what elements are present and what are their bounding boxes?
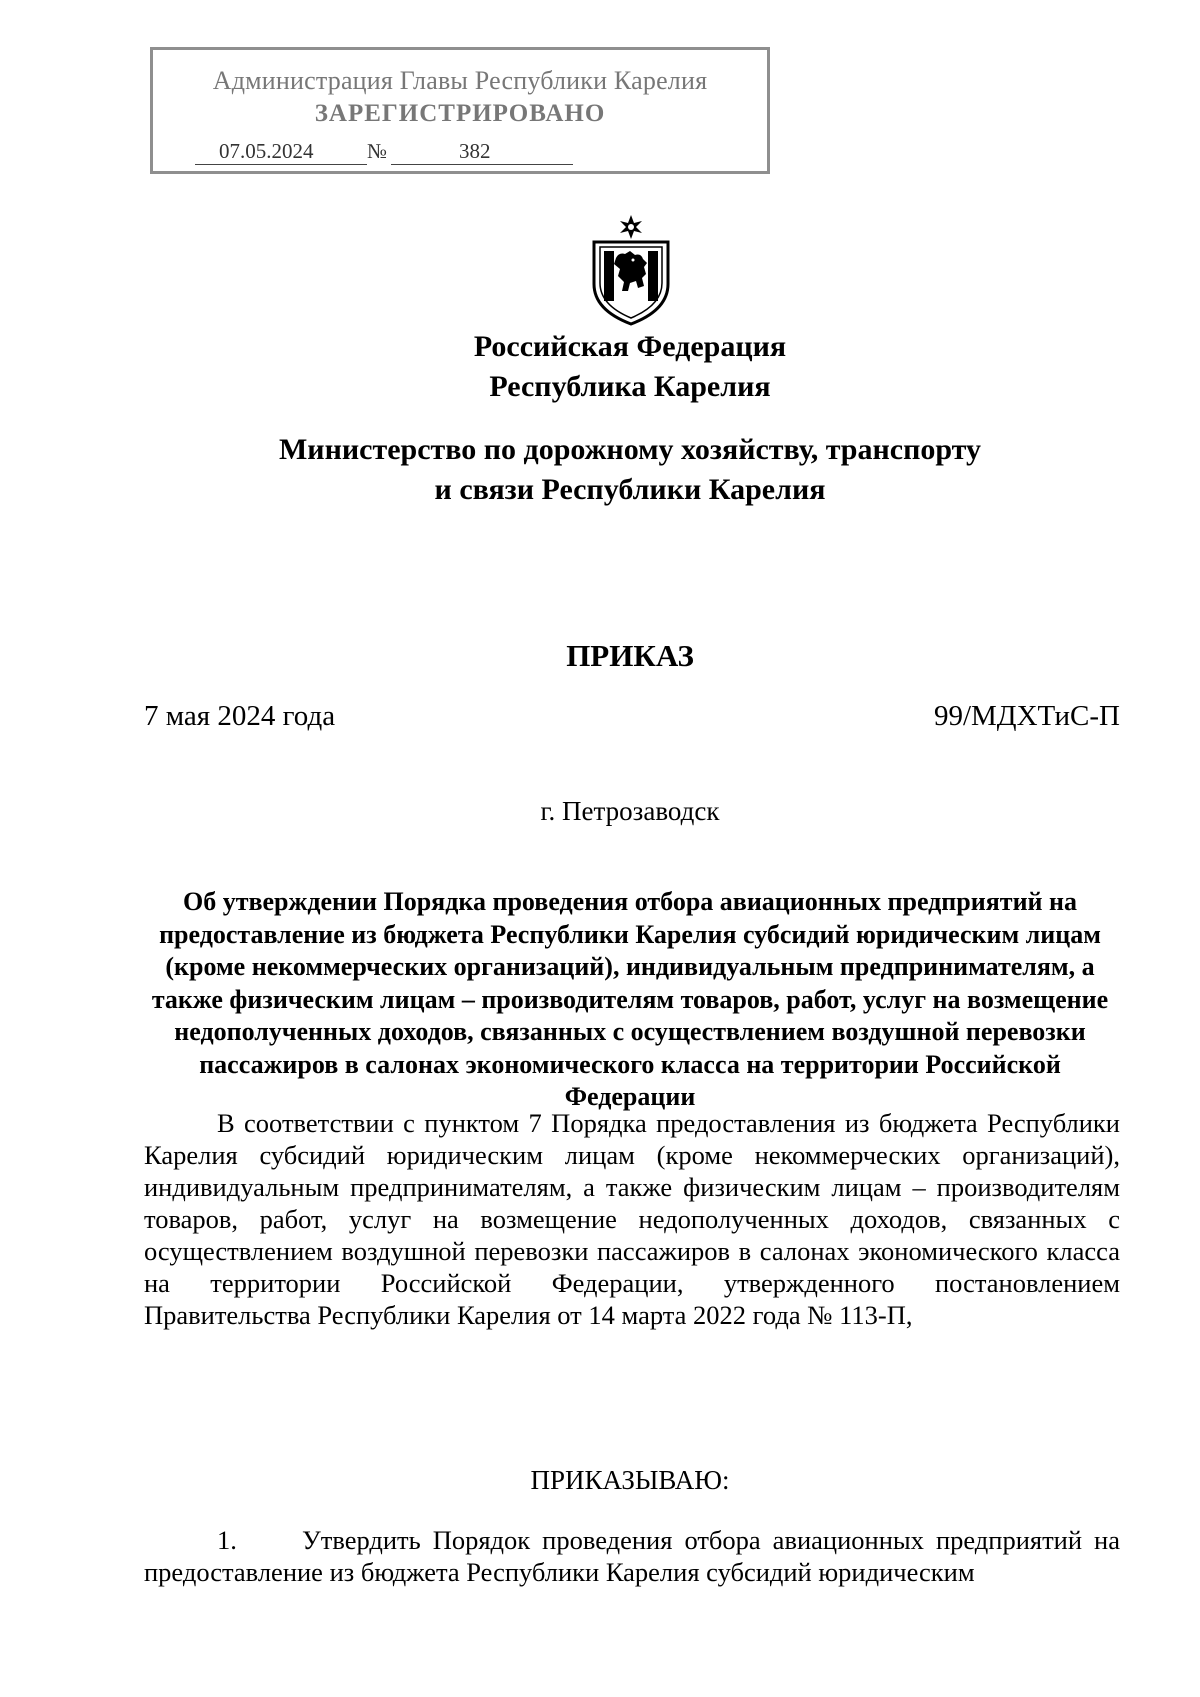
registration-stamp — [150, 47, 770, 174]
ministry-title-line1: Министерство по дорожному хозяйству, транспорту — [278, 433, 982, 466]
decree-word: ПРИКАЗЫВАЮ: — [530, 1465, 730, 1495]
document-type: ПРИКАЗ — [566, 638, 694, 673]
ministry-title-line2: и связи Республики Карелия — [434, 473, 826, 506]
stamp-status: ЗАРЕГИСТРИРОВАНО — [314, 100, 606, 127]
item-text: Утвердить Порядок проведения отбора авиационных предприятий на предоставление из бюджета Республики Карелия субсидий юридическим — [144, 1525, 1120, 1587]
country-title: Российская Федерация — [473, 330, 787, 363]
stamp-number-label: № — [367, 139, 388, 163]
item-number: 1. — [217, 1525, 237, 1555]
karelia-coat-of-arms-icon — [586, 214, 676, 326]
stamp-registration-line — [195, 139, 755, 169]
order-number: 99/МДХТиС-П — [933, 700, 1120, 732]
stamp-number: 382 — [459, 139, 491, 163]
preamble-paragraph: В соответствии с пунктом 7 Порядка предоставления из бюджета Республики Карелия субсидий юридическим лицам (кроме некоммерческих организаций), индивидуальным предпринимателям, а также физическим лицам – производителям товаров, работ, услуг на возмещение недополученных доходов, связанных с осуществлением воздушной перевозки пассажиров в салонах экономического класса на территории Российской Федерации, утвержденного постановлением Правительства Республики Карелия от 14 марта 2022 года № 113-П, — [144, 1108, 1120, 1330]
order-subject: Об утверждении Порядка проведения отбора авиационных предприятий на предоставление из бюджета Республики Карелия субсидий юридическим лицам (кроме некоммерческих организаций), индивидуальным предпринимателям, а также физическим лицам – производителям товаров, работ, услуг на возмещение недополученных доходов, связанных с осуществлением воздушной перевозки пассажиров в салонах экономического класса на территории Российской Федерации — [151, 887, 1109, 1111]
region-title: Республика Карелия — [489, 370, 771, 403]
stamp-authority: Администрация Главы Республики Карелия — [212, 66, 708, 95]
order-date: 7 мая 2024 года — [144, 700, 336, 732]
order-item — [144, 1524, 1120, 1588]
stamp-date: 07.05.2024 — [219, 139, 314, 163]
order-city: г. Петрозаводск — [540, 796, 720, 826]
